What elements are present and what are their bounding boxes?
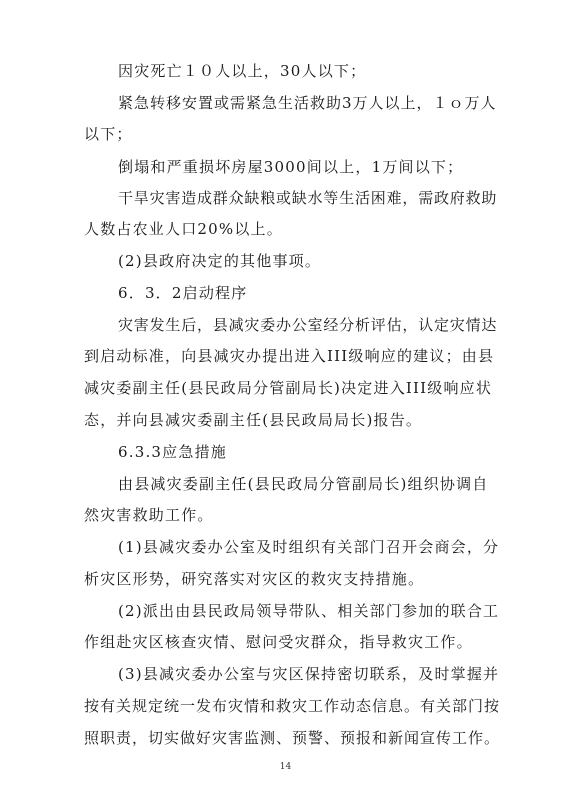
text-line: 析灾区形势，研究落实对灾区的救灾支持措施。 (84, 570, 425, 588)
text-line: 倒塌和严重损坏房屋3000间以上，1万间以下； (118, 158, 464, 176)
section-heading: 6．3．2启动程序 (118, 284, 248, 302)
text-line: (2)派出由县民政局领导带队、相关部门参加的联合工 (118, 602, 500, 620)
page-number: 14 (279, 762, 292, 772)
text-line: (3)县减灾委办公室与灾区保持密切联系，及时掌握并 (118, 665, 500, 683)
text-line: 干旱灾害造成群众缺粮或缺水等生活困难，需政府救助 (118, 189, 498, 207)
text-line: 由县减灾委副主任(县民政局分管副局长)组织协调自 (118, 475, 489, 493)
text-line: 灾害发生后，县减灾委办公室经分析评估，认定灾情达 (118, 316, 498, 334)
text-line: 以下； (84, 125, 133, 143)
text-line: 作组赴灾区核查灾情、慰问受灾群众，指导救灾工作。 (84, 633, 473, 651)
section-heading: 6.3.3应急措施 (118, 443, 227, 461)
text-line: (2)县政府决定的其他事项。 (118, 252, 322, 270)
text-line: (1)县减灾委办公室及时组织有关部门召开会商会，分 (118, 538, 500, 556)
text-line: 因灾死亡１０人以上，30人以下； (118, 62, 367, 80)
text-line: 到启动标准，向县减灾办提出进入III级响应的建议；由县 (84, 347, 495, 365)
text-line: 人数占农业人口20%以上。 (84, 220, 283, 238)
text-line: 紧急转移安置或需紧急生活救助3万人以上，１ｏ万人 (118, 94, 497, 112)
text-line: 减灾委副主任(县民政局分管副局长)决定进入III级响应状 (84, 379, 493, 397)
text-line: 照职责，切实做好灾害监测、预警、预报和新闻宣传工作。 (84, 729, 501, 747)
text-line: 然灾害救助工作。 (84, 506, 214, 524)
text-line: 按有关规定统一发布灾情和救灾工作动态信息。有关部门按 (84, 697, 501, 715)
text-line: 态，并向县减灾委副主任(县民政局局长)报告。 (84, 411, 423, 429)
